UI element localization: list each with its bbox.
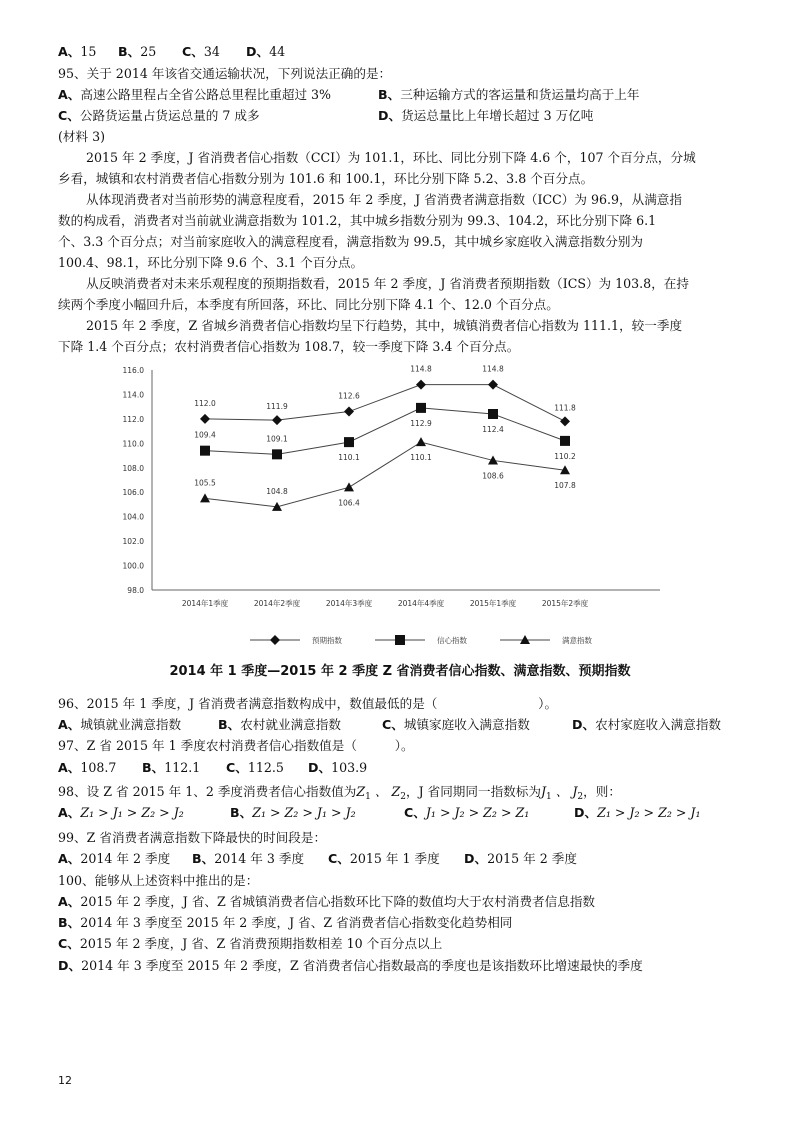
series-2-label-3: 110.1: [410, 453, 432, 463]
q97-stem: 97、Z 省 2015 年 1 季度农村消费者信心指数值是（ ）。: [58, 738, 414, 753]
y-tick-label-8: 114.0: [122, 390, 144, 400]
series-1-label-1: 109.1: [266, 434, 288, 444]
line-chart: [100, 360, 680, 660]
series-0-label-0: 112.0: [194, 398, 216, 408]
y-tick-label-6: 110.0: [122, 439, 144, 449]
para3-line2: 续两个季度小幅回升后，本季度有所回落，环比、同比分别下降 4.1 个、12.0 个百分点。: [58, 297, 559, 312]
x-tick-label-0: 2014年1季度: [181, 599, 229, 608]
q100-option-d: D、2014 年 3 季度至 2015 年 2 季度，Z 省消费者信心指数最高的季度也是该指数环比增速最快的季度: [58, 958, 643, 973]
q99-option-b: B、2014 年 3 季度: [192, 851, 305, 866]
series-1-point-0: [200, 446, 210, 456]
para1-line1: 2015 年 2 季度，J 省消费者信心指数（CCI）为 101.1，环比、同比分别下降 4.6 个，107 个百分点，分城: [86, 150, 696, 165]
q97-option-c: C、112.5: [226, 760, 284, 775]
q98-stem-part1: 98、设 Z 省 2015 年 1、2 季度消费者信心指数值为: [58, 784, 357, 799]
q96-stem: 96、2015 年 1 季度，J 省消费者满意指数构成中，数值最低的是（ ）。: [58, 696, 558, 711]
y-tick-label-0: 98.0: [127, 586, 144, 595]
q96-option-d: D、农村家庭收入满意指数: [572, 717, 721, 732]
series-0-label-3: 114.8: [410, 364, 432, 374]
para3-line1: 从反映消费者对未来乐观程度的预期指数看，2015 年 2 季度，J 省消费者预期指数（ICS）为 103.8，在持: [86, 276, 689, 291]
para1-line2: 乡看，城镇和农村消费者信心指数分别为 101.6 和 100.1，环比分别下降 5.2、3.8 个百分点。: [58, 171, 594, 186]
q98-option-d: D、Z₁ > J₂ > Z₂ > J₁: [574, 805, 701, 820]
q94-option-c: C、34: [182, 44, 220, 59]
q95-option-d: D、货运总量比上年增长超过 3 万亿吨: [378, 108, 594, 123]
q97-option-a: A、108.7: [58, 760, 117, 775]
q100-stem: 100、能够从上述资料中推出的是：: [58, 873, 259, 888]
series-1-label-4: 112.4: [482, 425, 504, 434]
series-line-0: [205, 385, 565, 422]
x-tick-label-4: 2015年1季度: [469, 599, 517, 608]
para2-line1: 从体现消费者对当前形势的满意程度看，2015 年 2 季度，J 省消费者满意指数（ICC）为 96.9，从满意指: [86, 192, 682, 207]
series-1-label-5: 110.2: [554, 451, 576, 461]
series-2-label-2: 106.4: [338, 498, 360, 508]
para4-line1: 2015 年 2 季度，Z 省城乡消费者信心指数均呈下行趋势，其中，城镇消费者信心指数为 111.1，较一季度: [86, 318, 683, 333]
q98-j-symbols: $J_1$ 、 $J_2$: [540, 784, 584, 802]
q94-option-d: D、44: [246, 44, 286, 59]
series-1-point-5: [560, 436, 570, 446]
series-0-point-2: [344, 407, 354, 417]
q99-stem: 99、Z 省消费者满意指数下降最快的时间段是：: [58, 830, 327, 845]
legend-label-2: 满意指数: [562, 636, 592, 645]
y-tick-label-7: 112.0: [122, 414, 144, 424]
q97-option-d: D、103.9: [308, 760, 368, 775]
y-tick-label-1: 100.0: [122, 561, 144, 571]
series-1-point-4: [488, 409, 498, 419]
x-tick-label-1: 2014年2季度: [253, 599, 301, 608]
q96-option-a: A、城镇就业满意指数: [58, 717, 182, 732]
para2-line4: 100.4、98.1，环比分别下降 9.6 个、3.1 个百分点。: [58, 255, 364, 270]
series-2-label-0: 105.5: [194, 478, 216, 488]
para2-line2: 数的构成看，消费者对当前就业满意指数为 101.2，其中城乡指数分别为 99.3、104.2，环比分别下降 6.1: [58, 213, 657, 228]
q98-stem-part3: ，则：: [583, 784, 621, 799]
q99-option-a: A、2014 年 2 季度: [58, 851, 171, 866]
page-number: 12: [58, 1074, 72, 1087]
q98-option-b: B、Z₁ > Z₂ > J₁ > J₂: [230, 805, 356, 820]
legend-label-0: 预期指数: [312, 636, 342, 645]
legend-marker-1: [395, 635, 405, 645]
y-tick-label-5: 108.0: [122, 463, 144, 473]
series-1-label-2: 110.1: [338, 453, 360, 463]
series-0-label-2: 112.6: [338, 391, 360, 401]
q100-option-c: C、2015 年 2 季度，J 省、Z 省消费预期指数相差 10 个百分点以上: [58, 936, 443, 951]
q94-option-b: B、25: [118, 44, 157, 59]
q100-option-a: A、2015 年 2 季度，J 省、Z 省城镇消费者信心指数环比下降的数值均大于农村消费者信息指数: [58, 894, 596, 909]
q98-option-c: C、J₁ > J₂ > Z₂ > Z₁: [404, 805, 530, 820]
q99-option-d: D、2015 年 2 季度: [464, 851, 577, 866]
series-0-label-5: 111.8: [554, 403, 576, 413]
series-line-2: [205, 442, 565, 507]
series-1-point-1: [272, 449, 282, 459]
x-tick-label-2: 2014年3季度: [325, 599, 373, 608]
series-0-point-4: [488, 380, 498, 390]
series-0-point-1: [272, 415, 282, 425]
series-0-label-1: 111.9: [266, 402, 288, 412]
series-2-label-5: 107.8: [554, 481, 576, 491]
q100-option-b: B、2014 年 3 季度至 2015 年 2 季度，J 省、Z 省消费者信心指数变化趋势相同: [58, 915, 513, 930]
series-1-point-3: [416, 403, 426, 413]
chart-title: 2014 年 1 季度—2015 年 2 季度 Z 省消费者信心指数、满意指数、预期指数: [169, 664, 631, 679]
q98-stem-part2: ，J 省同期同一指数标为: [405, 784, 541, 799]
material-label: (材料 3): [58, 129, 106, 144]
q95-option-c: C、公路货运量占货运总量的 7 成多: [58, 108, 260, 123]
series-2-label-4: 108.6: [482, 471, 504, 481]
q99-option-c: C、2015 年 1 季度: [328, 851, 440, 866]
q95-stem: 95、关于 2014 年该省交通运输状况，下列说法正确的是：: [58, 66, 392, 81]
series-2-label-1: 104.8: [266, 486, 288, 496]
series-0-point-3: [416, 380, 426, 390]
series-2-point-3: [416, 437, 426, 446]
series-1-point-2: [344, 437, 354, 447]
q94-option-a: A、15: [58, 44, 97, 59]
series-0-point-0: [200, 414, 210, 424]
q97-option-b: B、112.1: [142, 760, 201, 775]
q96-option-b: B、农村就业满意指数: [218, 717, 341, 732]
x-tick-label-5: 2015年2季度: [541, 599, 589, 608]
series-2-point-0: [200, 493, 210, 502]
series-2-point-2: [344, 482, 354, 491]
x-tick-label-3: 2014年4季度: [397, 599, 445, 608]
y-tick-label-2: 102.0: [122, 537, 144, 547]
legend-label-1: 信心指数: [437, 636, 467, 645]
q98-option-a: A、Z₁ > J₁ > Z₂ > J₂: [58, 805, 184, 820]
q95-option-b: B、三种运输方式的客运量和货运量均高于上年: [378, 87, 640, 102]
y-tick-label-4: 106.0: [122, 488, 144, 498]
y-tick-label-9: 116.0: [122, 366, 144, 375]
para2-line3: 个、3.3 个百分点；对当前家庭收入的满意程度看，满意指数为 99.5，其中城乡家庭收入满意指数分别为: [58, 234, 644, 249]
q96-option-c: C、城镇家庭收入满意指数: [382, 717, 530, 732]
series-line-1: [205, 408, 565, 454]
series-0-point-5: [560, 416, 570, 426]
series-0-label-4: 114.8: [482, 364, 504, 374]
series-1-label-3: 112.9: [410, 418, 432, 428]
series-1-label-0: 109.4: [194, 430, 216, 440]
y-tick-label-3: 104.0: [122, 512, 144, 522]
q95-option-a: A、高速公路里程占全省公路总里程比重超过 3%: [58, 87, 332, 102]
legend-marker-0: [270, 635, 280, 645]
q98-z-symbols: $Z_1$ 、 $Z_2$: [356, 784, 406, 802]
para4-line2: 下降 1.4 个百分点；农村消费者信心指数为 108.7，较一季度下降 3.4 个百分点。: [58, 339, 520, 354]
